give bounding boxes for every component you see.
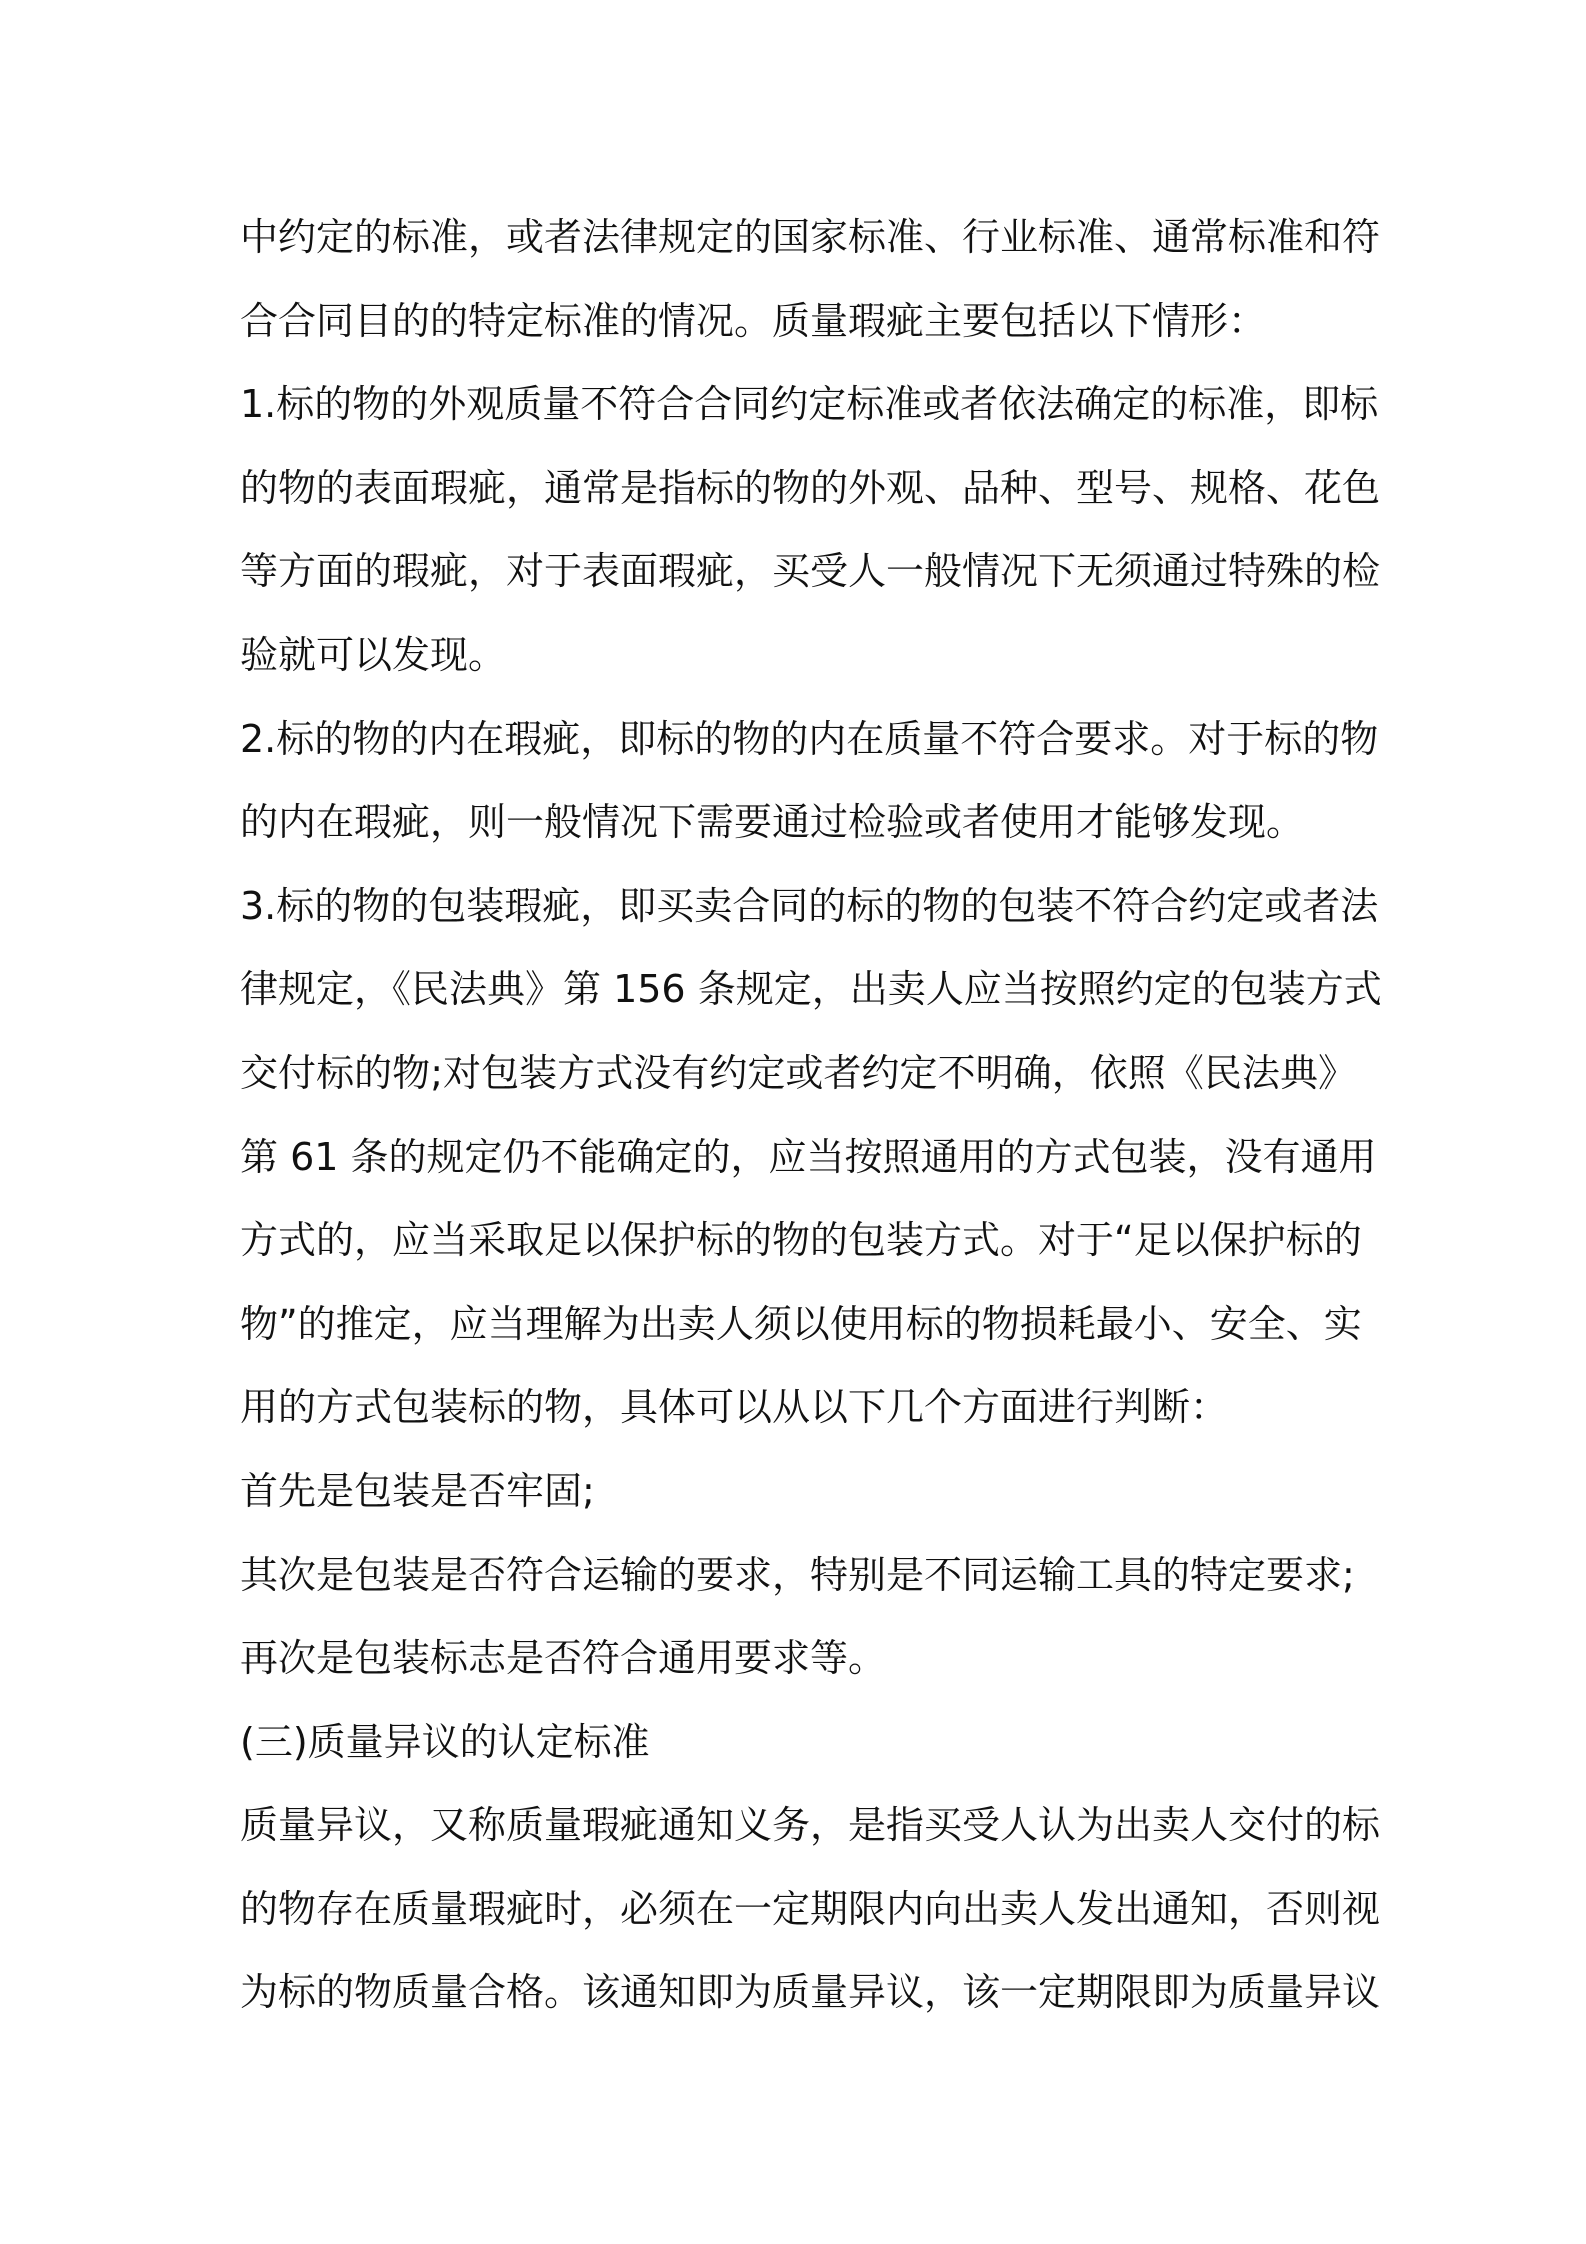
- text-line: 其次是包装是否符合运输的要求，特别是不同运输工具的特定要求;: [240, 1552, 1355, 1597]
- text-line: 合合同目的的特定标准的情况。质量瑕疵主要包括以下情形：: [240, 298, 1267, 343]
- section-heading: (三)质量异议的认定标准: [240, 1719, 650, 1764]
- text-line: 质量异议，又称质量瑕疵通知义务，是指买受人认为出卖人交付的标: [240, 1803, 1381, 1848]
- text-line: 为标的物质量合格。该通知即为质量异议，该一定期限即为质量异议: [240, 1970, 1381, 2015]
- text-line: 律规定，《民法典》第 156 条规定，出卖人应当按照约定的包装方式: [240, 967, 1382, 1012]
- text-line: 2.标的物的内在瑕疵，即标的物的内在质量不符合要求。对于标的物: [240, 716, 1379, 761]
- text-line: 方式的，应当采取足以保护标的物的包装方式。对于“足以保护标的: [240, 1218, 1362, 1263]
- text-line: 的内在瑕疵，则一般情况下需要通过检验或者使用才能够发现。: [240, 800, 1305, 845]
- text-line: 物”的推定，应当理解为出卖人须以使用标的物损耗最小、安全、实: [240, 1301, 1362, 1346]
- text-line: 1.标的物的外观质量不符合合同约定标准或者依法确定的标准，即标: [240, 382, 1379, 427]
- text-line: 中约定的标准，或者法律规定的国家标准、行业标准、通常标准和符: [240, 215, 1381, 259]
- text-line: 再次是包装标志是否符合通用要求等。: [240, 1636, 887, 1681]
- text-line: 等方面的瑕疵，对于表面瑕疵，买受人一般情况下无须通过特殊的检: [240, 549, 1381, 594]
- text-line: 交付标的物;对包装方式没有约定或者约定不明确，依照《民法典》: [240, 1050, 1356, 1095]
- text-line: 验就可以发现。: [240, 632, 507, 677]
- text-line: 用的方式包装标的物，具体可以从以下几个方面进行判断：: [240, 1385, 1229, 1430]
- document-body: [240, 196, 1382, 2035]
- text-line: 的物存在质量瑕疵时，必须在一定期限内向出卖人发出通知，否则视: [240, 1886, 1381, 1931]
- text-line: 3.标的物的包装瑕疵，即买卖合同的标的物的包装不符合约定或者法: [240, 883, 1379, 928]
- text-line: 第 61 条的规定仍不能确定的，应当按照通用的方式包装，没有通用: [240, 1134, 1377, 1179]
- text-line: 首先是包装是否牢固;: [240, 1468, 595, 1513]
- text-line: 的物的表面瑕疵，通常是指标的物的外观、品种、型号、规格、花色: [240, 465, 1381, 510]
